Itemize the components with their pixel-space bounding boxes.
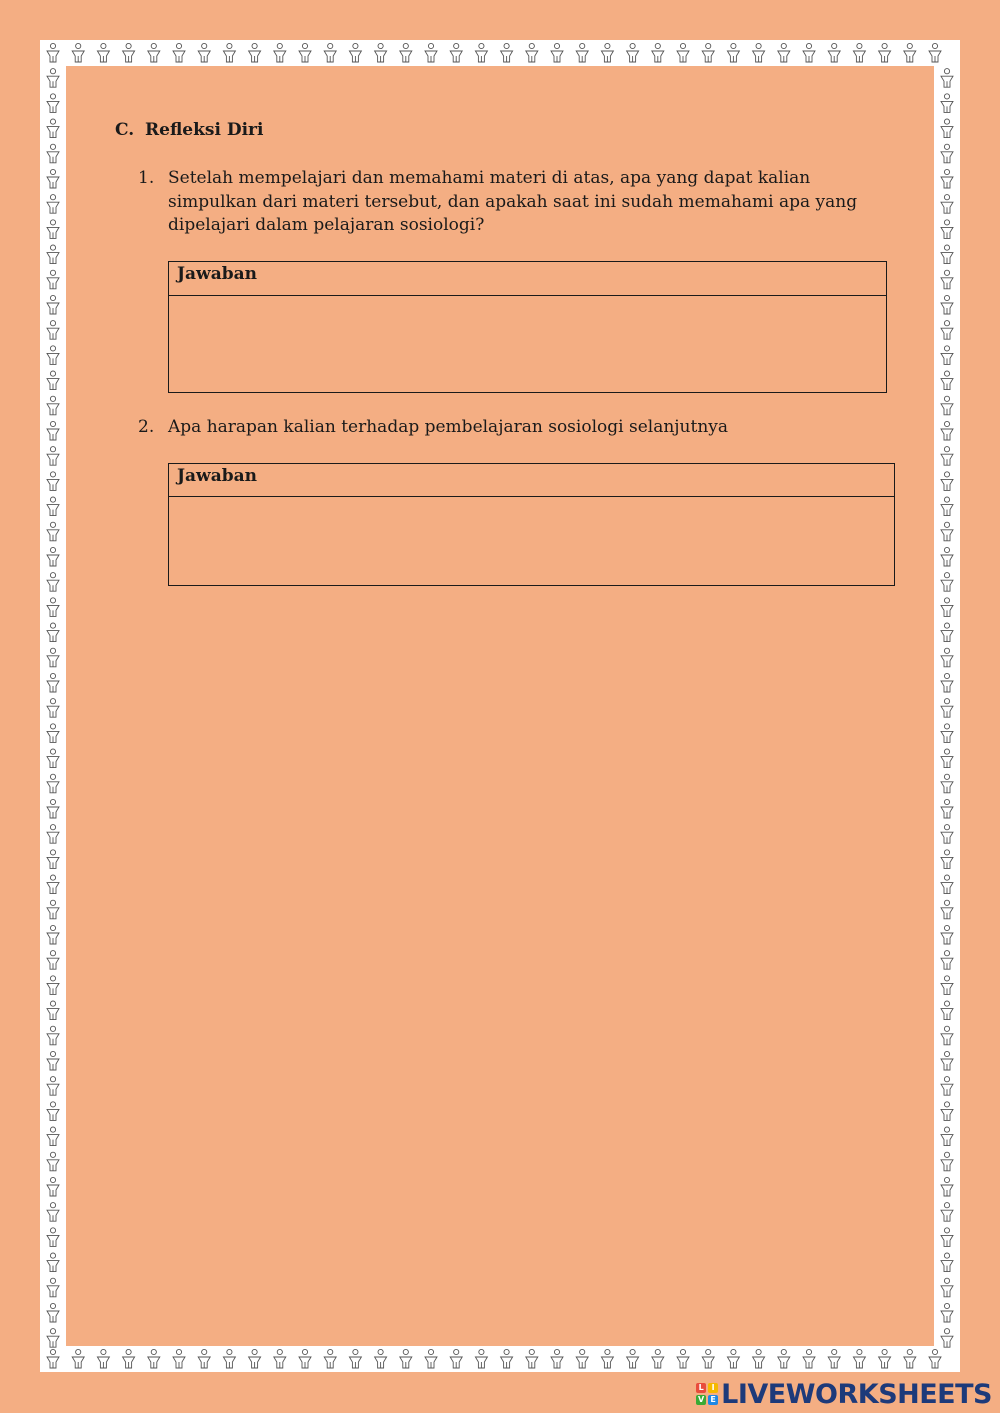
person-outline-icon xyxy=(941,245,953,264)
person-outline-icon xyxy=(400,1349,412,1368)
person-outline-icon xyxy=(47,321,59,340)
question-2 xyxy=(138,416,858,440)
person-outline-icon xyxy=(551,1349,563,1368)
person-outline-icon xyxy=(803,1349,815,1368)
person-outline-icon xyxy=(47,673,59,692)
person-outline-icon xyxy=(627,43,639,62)
person-outline-icon xyxy=(324,1349,336,1368)
person-outline-icon xyxy=(47,195,59,214)
person-outline-icon xyxy=(941,547,953,566)
person-outline-icon xyxy=(941,270,953,289)
person-outline-icon xyxy=(349,43,361,62)
person-outline-icon xyxy=(47,976,59,995)
person-outline-icon xyxy=(47,850,59,869)
person-outline-icon xyxy=(941,1278,953,1297)
person-outline-icon xyxy=(941,497,953,516)
person-outline-icon xyxy=(941,623,953,642)
person-outline-icon xyxy=(47,1152,59,1171)
person-outline-icon xyxy=(249,1349,261,1368)
person-outline-icon xyxy=(941,1127,953,1146)
person-outline-icon xyxy=(702,43,714,62)
person-outline-icon xyxy=(727,43,739,62)
person-outline-icon xyxy=(47,270,59,289)
person-outline-icon xyxy=(551,43,563,62)
question-text: Setelah mempelajari dan memahami materi di atas, apa yang dapat kalian simpulkan dari materi tersebut, dan apakah saat ini sudah memahami apa yang dipelajari dalam pelajaran sosiologi? xyxy=(168,168,858,235)
person-outline-icon xyxy=(123,43,135,62)
person-outline-icon xyxy=(400,43,412,62)
person-outline-icon xyxy=(828,1349,840,1368)
brand-name: LIVEWORKSHEETS xyxy=(721,1378,992,1410)
person-outline-icon xyxy=(47,169,59,188)
question-number: 1. xyxy=(138,168,155,188)
person-outline-icon xyxy=(879,43,891,62)
answer-input-1[interactable] xyxy=(169,296,886,392)
person-outline-icon xyxy=(727,1349,739,1368)
person-outline-icon xyxy=(324,43,336,62)
person-outline-icon xyxy=(47,799,59,818)
person-outline-icon xyxy=(47,1102,59,1121)
person-outline-icon xyxy=(47,1203,59,1222)
person-outline-icon xyxy=(627,1349,639,1368)
question-number: 2. xyxy=(138,417,155,437)
person-outline-icon xyxy=(47,43,59,62)
person-outline-icon xyxy=(526,1349,538,1368)
person-outline-icon xyxy=(778,1349,790,1368)
person-outline-icon xyxy=(450,43,462,62)
person-outline-icon xyxy=(941,1228,953,1247)
person-outline-icon xyxy=(941,1303,953,1322)
liveworksheets-logo-icon xyxy=(696,1383,718,1405)
person-outline-icon xyxy=(299,1349,311,1368)
question-1 xyxy=(138,167,858,238)
person-outline-icon xyxy=(299,43,311,62)
person-outline-icon xyxy=(941,220,953,239)
person-outline-icon xyxy=(941,951,953,970)
person-outline-icon xyxy=(47,295,59,314)
person-outline-icon xyxy=(274,43,286,62)
person-outline-icon xyxy=(47,547,59,566)
person-outline-icon xyxy=(47,1051,59,1070)
person-outline-icon xyxy=(47,522,59,541)
person-outline-icon xyxy=(778,43,790,62)
person-outline-icon xyxy=(904,43,916,62)
answer-box-2 xyxy=(168,463,895,586)
person-outline-icon xyxy=(97,1349,109,1368)
person-outline-icon xyxy=(601,1349,613,1368)
liveworksheets-brand xyxy=(696,1378,992,1410)
person-outline-icon xyxy=(941,1152,953,1171)
person-outline-icon xyxy=(941,346,953,365)
person-outline-icon xyxy=(941,1102,953,1121)
person-outline-icon xyxy=(677,43,689,62)
person-outline-icon xyxy=(97,43,109,62)
person-outline-icon xyxy=(941,447,953,466)
person-outline-icon xyxy=(47,119,59,138)
person-outline-icon xyxy=(941,875,953,894)
person-outline-icon xyxy=(47,69,59,88)
person-outline-icon xyxy=(47,573,59,592)
person-outline-icon xyxy=(941,774,953,793)
person-outline-icon xyxy=(941,169,953,188)
person-outline-icon xyxy=(652,1349,664,1368)
person-outline-icon xyxy=(47,497,59,516)
person-outline-icon xyxy=(853,43,865,62)
person-outline-icon xyxy=(941,94,953,113)
person-outline-icon xyxy=(941,119,953,138)
person-outline-icon xyxy=(576,43,588,62)
person-outline-icon xyxy=(941,295,953,314)
person-outline-icon xyxy=(904,1349,916,1368)
person-outline-icon xyxy=(941,1203,953,1222)
person-outline-icon xyxy=(941,1253,953,1272)
person-outline-icon xyxy=(941,522,953,541)
person-outline-icon xyxy=(47,598,59,617)
person-outline-icon xyxy=(941,1077,953,1096)
person-outline-icon xyxy=(941,69,953,88)
person-outline-icon xyxy=(941,976,953,995)
person-outline-icon xyxy=(941,900,953,919)
person-outline-icon xyxy=(941,850,953,869)
section-title: Refleksi Diri xyxy=(145,120,264,140)
person-outline-icon xyxy=(47,447,59,466)
person-outline-icon xyxy=(941,1026,953,1045)
person-outline-icon xyxy=(526,43,538,62)
person-outline-icon xyxy=(47,1278,59,1297)
person-outline-icon xyxy=(47,951,59,970)
person-outline-icon xyxy=(929,43,941,62)
person-outline-icon xyxy=(929,1349,941,1368)
person-outline-icon xyxy=(941,421,953,440)
person-outline-icon xyxy=(576,1349,588,1368)
answer-label: Jawaban xyxy=(169,262,886,296)
person-outline-icon xyxy=(601,43,613,62)
logo-letter: V xyxy=(698,1395,705,1404)
person-outline-icon xyxy=(375,43,387,62)
logo-letter: L xyxy=(696,1383,706,1393)
person-outline-icon xyxy=(475,43,487,62)
person-outline-icon xyxy=(223,1349,235,1368)
person-outline-icon xyxy=(879,1349,891,1368)
person-outline-icon xyxy=(249,43,261,62)
person-outline-icon xyxy=(47,900,59,919)
person-outline-icon xyxy=(47,648,59,667)
person-outline-icon xyxy=(47,749,59,768)
person-outline-icon xyxy=(47,1329,59,1348)
person-outline-icon xyxy=(941,321,953,340)
person-outline-icon xyxy=(223,43,235,62)
person-outline-icon xyxy=(753,1349,765,1368)
person-outline-icon xyxy=(941,1177,953,1196)
person-outline-icon xyxy=(941,925,953,944)
person-outline-icon xyxy=(941,472,953,491)
person-outline-icon xyxy=(148,43,160,62)
person-outline-icon xyxy=(47,1177,59,1196)
person-outline-icon xyxy=(941,673,953,692)
person-outline-icon xyxy=(47,245,59,264)
person-outline-icon xyxy=(47,1001,59,1020)
person-outline-icon xyxy=(677,1349,689,1368)
person-outline-icon xyxy=(47,875,59,894)
person-outline-icon xyxy=(47,396,59,415)
person-outline-icon xyxy=(375,1349,387,1368)
person-outline-icon xyxy=(72,1349,84,1368)
person-outline-icon xyxy=(853,1349,865,1368)
person-outline-icon xyxy=(173,1349,185,1368)
person-outline-icon xyxy=(941,699,953,718)
person-outline-icon xyxy=(47,371,59,390)
person-outline-icon xyxy=(47,1228,59,1247)
person-outline-icon xyxy=(803,43,815,62)
person-outline-icon xyxy=(148,1349,160,1368)
person-outline-icon xyxy=(941,1001,953,1020)
person-outline-icon xyxy=(652,43,664,62)
person-outline-icon xyxy=(941,749,953,768)
person-outline-icon xyxy=(941,396,953,415)
person-outline-icon xyxy=(828,43,840,62)
person-outline-icon xyxy=(47,94,59,113)
person-outline-icon xyxy=(941,598,953,617)
person-outline-icon xyxy=(47,1349,59,1368)
person-outline-icon xyxy=(47,1253,59,1272)
person-outline-icon xyxy=(47,346,59,365)
worksheet-page xyxy=(66,66,934,1346)
person-outline-icon xyxy=(702,1349,714,1368)
person-outline-icon xyxy=(941,799,953,818)
person-outline-icon xyxy=(47,421,59,440)
person-outline-icon xyxy=(349,1349,361,1368)
person-outline-icon xyxy=(47,1303,59,1322)
answer-input-2[interactable] xyxy=(169,497,894,585)
question-text: Apa harapan kalian terhadap pembelajaran sosiologi selanjutnya xyxy=(168,417,729,437)
person-outline-icon xyxy=(941,1051,953,1070)
person-outline-icon xyxy=(72,43,84,62)
person-outline-icon xyxy=(47,1127,59,1146)
person-outline-icon xyxy=(47,144,59,163)
answer-box-1 xyxy=(168,261,887,393)
person-outline-icon xyxy=(941,648,953,667)
logo-letter: I xyxy=(708,1383,718,1393)
answer-label: Jawaban xyxy=(169,464,894,497)
person-outline-icon xyxy=(47,774,59,793)
person-outline-icon xyxy=(450,1349,462,1368)
person-outline-icon xyxy=(941,195,953,214)
person-outline-icon xyxy=(173,43,185,62)
person-outline-icon xyxy=(753,43,765,62)
person-outline-icon xyxy=(425,43,437,62)
person-outline-icon xyxy=(47,925,59,944)
person-outline-icon xyxy=(47,699,59,718)
section-letter: C. xyxy=(115,120,135,140)
person-outline-icon xyxy=(198,1349,210,1368)
person-outline-icon xyxy=(475,1349,487,1368)
person-outline-icon xyxy=(123,1349,135,1368)
person-outline-icon xyxy=(47,825,59,844)
person-outline-icon xyxy=(941,825,953,844)
person-outline-icon xyxy=(47,623,59,642)
person-outline-icon xyxy=(47,472,59,491)
person-outline-icon xyxy=(941,724,953,743)
person-outline-icon xyxy=(198,43,210,62)
person-outline-icon xyxy=(501,1349,513,1368)
section-heading xyxy=(115,120,263,140)
person-outline-icon xyxy=(941,144,953,163)
person-outline-icon xyxy=(47,724,59,743)
person-outline-icon xyxy=(425,1349,437,1368)
person-outline-icon xyxy=(47,220,59,239)
person-outline-icon xyxy=(47,1026,59,1045)
person-outline-icon xyxy=(941,573,953,592)
person-outline-icon xyxy=(941,1329,953,1348)
person-outline-icon xyxy=(501,43,513,62)
person-outline-icon xyxy=(47,1077,59,1096)
person-outline-icon xyxy=(274,1349,286,1368)
logo-letter: E xyxy=(708,1395,718,1405)
person-outline-icon xyxy=(941,371,953,390)
